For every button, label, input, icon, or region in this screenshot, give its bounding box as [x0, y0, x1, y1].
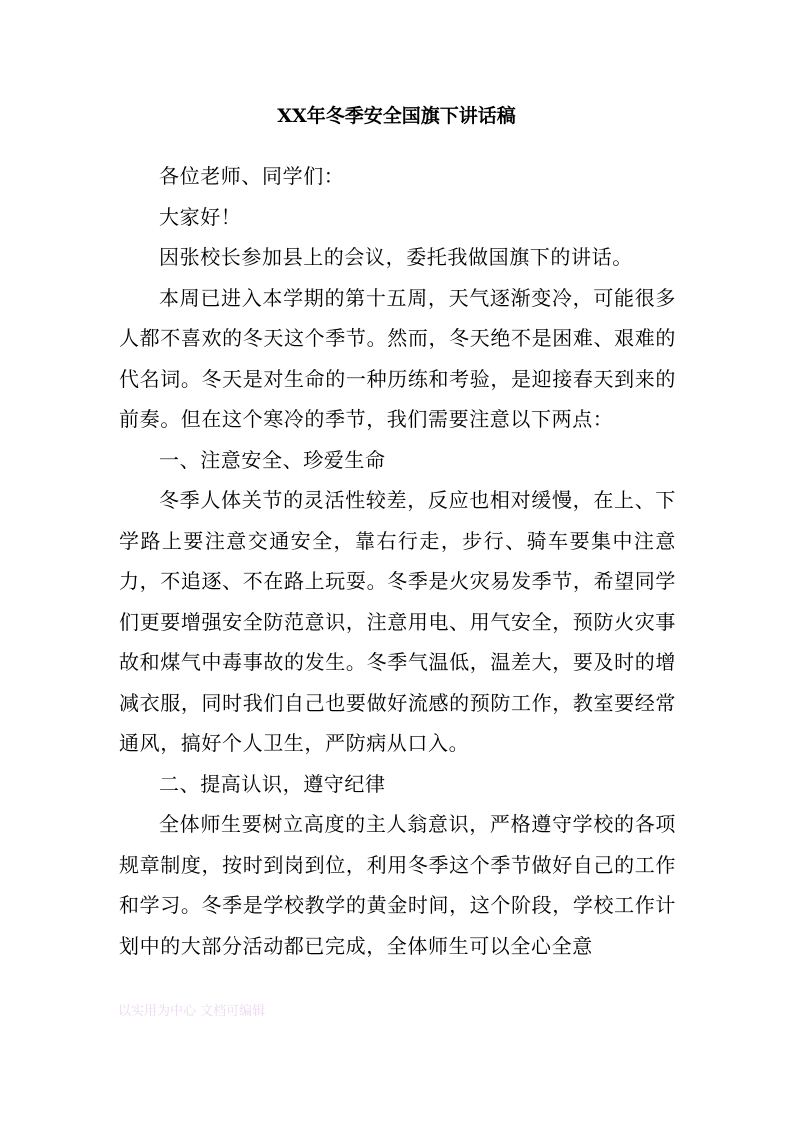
document-title: XX年冬季安全国旗下讲话稿 — [277, 105, 516, 127]
paragraph-discipline: 全体师生要树立高度的主人翁意识，严格遵守学校的各项规章制度，按时到岗到位，利用冬季这个季节做好自己的工作和学习。冬季是学校教学的黄金时间，这个阶段，学校工作计划中的大部分活动都已完成，全体师生可以全心全意 — [119, 812, 676, 958]
section-heading-discipline: 二、提高认识，遵守纪律 — [159, 771, 386, 796]
document-body — [119, 156, 676, 966]
paragraph-winter: 本周已进入本学期的第十五周，天气逐渐变冷，可能很多人都不喜欢的冬天这个季节。然而，冬天绝不是困难、艰难的代名词。冬天是对生命的一种历练和考验，是迎接春天到来的前奏。但在这个寒冷的季节，我们需要注意以下两点： — [119, 285, 676, 431]
paragraph-intro: 因张校长参加县上的会议，委托我做国旗下的讲话。 — [159, 245, 633, 269]
paragraph-safety: 冬季人体关节的灵活性较差，反应也相对缓慢，在上、下学路上要注意交通安全，靠右行走，步行、骑车要集中注意力，不追逐、不在路上玩耍。冬季是火灾易发季节，希望同学们更要增强安全防范意识，注意用电、用气安全，预防火灾事故和煤气中毒事故的发生。冬季气温低，温差大，要及时的增减衣服，同时我们自己也要做好流感的预防工作，教室要经常通风，搞好个人卫生，严防病从口入。 — [119, 488, 676, 755]
paragraph-salutation: 各位老师、同学们： — [159, 164, 345, 188]
footer-watermark: 以实用为中心 文档可编辑 — [118, 1004, 266, 1019]
section-heading-safety: 一、注意安全、珍爱生命 — [159, 447, 386, 472]
paragraph-greeting: 大家好！ — [159, 204, 242, 229]
